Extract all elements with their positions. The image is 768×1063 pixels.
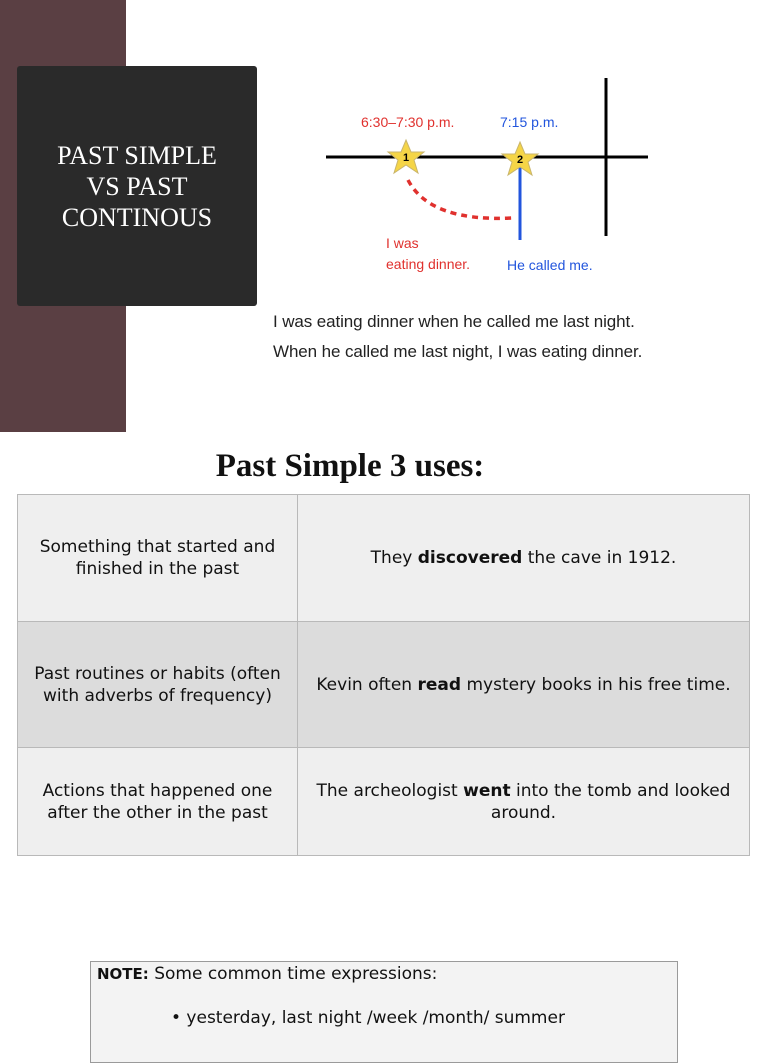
example-cell: They discovered the cave in 1912. — [298, 495, 750, 622]
verb-highlight: went — [463, 780, 511, 801]
star-1-label: 1 — [402, 152, 410, 164]
slide-title: PAST SIMPLE VS PAST CONTINOUS — [57, 140, 217, 232]
star-icon — [388, 140, 424, 173]
table-row — [18, 495, 750, 622]
note-box — [90, 961, 678, 1063]
use-cell: Something that started and finished in the past — [18, 495, 298, 622]
time-label-1: 6:30–7:30 p.m. — [361, 114, 455, 130]
note-text: Some common time expressions: — [148, 964, 438, 984]
table-row — [18, 622, 750, 748]
example-sentence-1: I was eating dinner when he called me last night. — [273, 312, 635, 331]
uses-table — [17, 494, 750, 856]
example-cell: The archeologist went into the tomb and looked around. — [298, 748, 750, 856]
example-sentence-2: When he called me last night, I was eating dinner. — [273, 342, 643, 361]
duration-dashed-curve — [408, 180, 512, 218]
example-cell: Kevin often read mystery books in his free time. — [298, 622, 750, 748]
caption-2: He called me. — [507, 257, 593, 273]
table-row — [18, 748, 750, 856]
note-bullet: • yesterday, last night /week /month/ summer — [171, 1008, 565, 1028]
use-cell: Actions that happened one after the other in the past — [18, 748, 298, 856]
verb-highlight: discovered — [417, 548, 523, 568]
note-label: NOTE: — [97, 965, 149, 983]
verb-highlight: read — [417, 674, 462, 695]
section-heading: Past Simple 3 uses: — [215, 448, 485, 484]
star-2-label: 2 — [516, 154, 524, 166]
caption-1-line1: I was — [386, 235, 419, 251]
caption-1-line2: eating dinner. — [386, 256, 471, 272]
timeline-diagram — [0, 0, 768, 300]
use-cell: Past routines or habits (often with adverbs of frequency) — [18, 622, 298, 748]
note-line — [97, 964, 437, 984]
time-label-2: 7:15 p.m. — [500, 114, 559, 130]
